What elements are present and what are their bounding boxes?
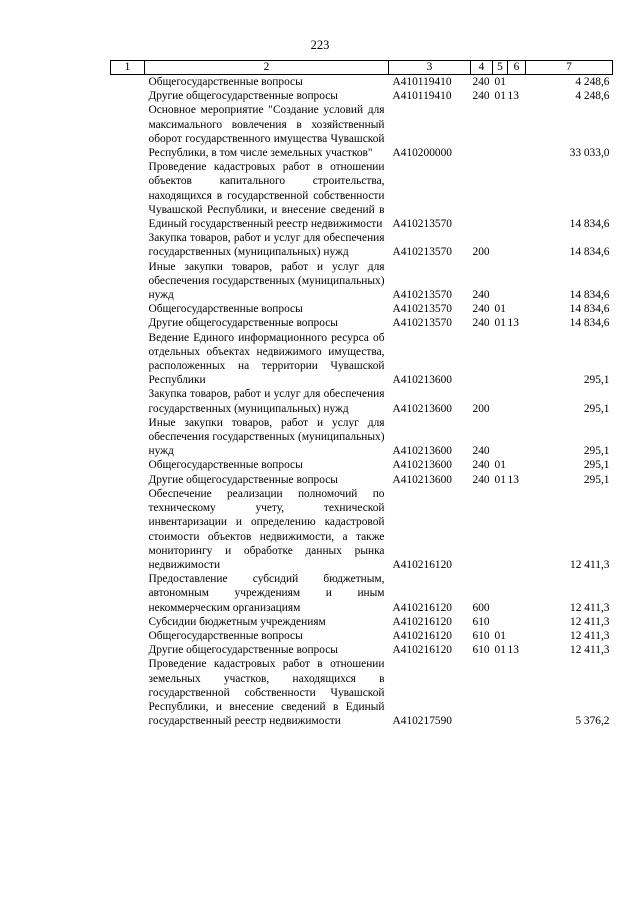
row-subsection — [508, 260, 526, 303]
table-row — [111, 89, 613, 103]
row-section — [493, 615, 508, 629]
row-code: A410217590 — [392, 715, 452, 728]
row-subsection — [508, 75, 526, 90]
row-code: A410213570 — [392, 246, 452, 259]
row-sum: 14 834,6 — [569, 246, 610, 259]
row-name: Проведение кадастровых работ в отношении объектов капитального строительства, находящихся в государственной собственности Чувашской Республики, и внесение сведений в Единый государственный реестр недвижимости — [148, 161, 385, 231]
row-col-1 — [111, 160, 145, 231]
page-number: 223 — [310, 38, 330, 52]
row-section — [493, 387, 508, 415]
row-subsection — [508, 387, 526, 415]
row-expense-type: 200 — [472, 402, 490, 415]
row-expense-type: 240 — [472, 459, 490, 472]
row-name: Предоставление субсидий бюджетным, автономным учреждениям и иным некоммерческим организациям — [148, 573, 385, 614]
row-name: Другие общегосударственные вопросы — [148, 90, 338, 103]
row-subsection: 13 — [507, 473, 519, 486]
row-section — [493, 103, 508, 160]
row-expense-type — [471, 331, 493, 388]
row-name: Другие общегосударственные вопросы — [148, 317, 338, 330]
row-name: Другие общегосударственные вопросы — [148, 644, 338, 657]
row-subsection: 13 — [507, 644, 519, 657]
row-code: A410213600 — [392, 445, 452, 458]
row-name: Субсидии бюджетным учреждениям — [148, 615, 326, 628]
row-col-1 — [111, 302, 145, 316]
row-sum: 12 411,3 — [570, 558, 610, 571]
row-name: Проведение кадастровых работ в отношении земельных участков, находящихся в государственной собственности Чувашской Республики, и внесение сведений в Единый государственный реестр недвижимости — [148, 658, 385, 728]
table-row — [111, 316, 613, 330]
table-row — [111, 260, 613, 303]
row-sum: 14 834,6 — [569, 303, 610, 316]
table-body — [111, 75, 613, 729]
table-row — [111, 487, 613, 572]
header-col-3: 3 — [389, 61, 471, 75]
row-sum: 12 411,3 — [570, 601, 610, 614]
row-subsection — [508, 487, 526, 572]
row-sum: 295,1 — [583, 459, 610, 472]
table-row — [111, 160, 613, 231]
row-subsection — [508, 302, 526, 316]
row-name: Общегосударственные вопросы — [148, 76, 303, 88]
row-col-1 — [111, 643, 145, 657]
row-section: 01 — [494, 629, 506, 642]
row-subsection — [508, 657, 526, 728]
row-expense-type: 240 — [472, 303, 490, 316]
row-section — [493, 231, 508, 259]
table-row — [111, 629, 613, 643]
row-section: 01 — [494, 90, 506, 103]
row-sum: 14 834,6 — [569, 218, 610, 231]
row-expense-type: 600 — [472, 601, 490, 614]
row-code: A410213570 — [392, 218, 452, 231]
row-name: Основное мероприятие "Создание условий для максимального вовлечения в хозяйственный оборот государственного имущества Чувашской Республики, в том числе земельных участков" — [148, 104, 385, 160]
row-subsection — [508, 572, 526, 615]
table-row — [111, 643, 613, 657]
row-name: Общегосударственные вопросы — [148, 629, 303, 642]
row-code: A410216120 — [392, 615, 452, 628]
row-col-1 — [111, 657, 145, 728]
header-col-4: 4 — [471, 61, 493, 75]
budget-table — [110, 60, 613, 728]
header-col-5: 5 — [493, 61, 508, 75]
row-expense-type: 240 — [472, 473, 490, 486]
row-col-1 — [111, 387, 145, 415]
row-col-1 — [111, 572, 145, 615]
row-expense-type — [471, 160, 493, 231]
row-code: A410119410 — [392, 76, 452, 88]
table-header — [111, 61, 613, 75]
table-row — [111, 231, 613, 259]
row-col-1 — [111, 103, 145, 160]
row-col-1 — [111, 458, 145, 472]
row-name: Иные закупки товаров, работ и услуг для обеспечения государственных (муниципальных) нужд — [148, 416, 385, 458]
row-subsection: 13 — [507, 90, 519, 103]
row-expense-type — [471, 103, 493, 160]
table-row — [111, 572, 613, 615]
row-subsection: 13 — [507, 317, 519, 330]
row-col-1 — [111, 231, 145, 259]
row-section — [493, 572, 508, 615]
row-expense-type: 610 — [472, 629, 490, 642]
row-expense-type: 240 — [472, 90, 490, 103]
row-section: 01 — [494, 459, 506, 472]
row-col-1 — [111, 75, 145, 90]
row-sum: 295,1 — [583, 445, 610, 458]
row-code: A410216120 — [392, 629, 452, 642]
row-section — [493, 160, 508, 231]
row-col-1 — [111, 615, 145, 629]
table-row — [111, 657, 613, 728]
row-sum: 12 411,3 — [570, 615, 610, 628]
row-expense-type — [471, 487, 493, 572]
row-code: A410213600 — [392, 374, 452, 387]
row-expense-type: 240 — [472, 76, 490, 88]
row-expense-type: 610 — [472, 615, 490, 628]
row-expense-type: 200 — [472, 246, 490, 259]
row-sum: 295,1 — [583, 374, 610, 387]
row-name: Закупка товаров, работ и услуг для обеспечения государственных (муниципальных) нужд — [148, 388, 385, 415]
row-sum: 12 411,3 — [570, 644, 610, 657]
table-row — [111, 75, 613, 90]
table-row — [111, 331, 613, 388]
row-expense-type — [471, 657, 493, 728]
row-name: Иные закупки товаров, работ и услуг для обеспечения государственных (муниципальных) нужд — [148, 260, 385, 302]
row-expense-type: 240 — [472, 445, 490, 458]
row-sum: 295,1 — [583, 402, 610, 415]
row-name: Закупка товаров, работ и услуг для обеспечения государственных (муниципальных) нужд — [148, 232, 385, 259]
table-row — [111, 615, 613, 629]
row-name: Обеспечение реализации полномочий по техническому учету, технической инвентаризации и определению кадастровой стоимости объектов недвижимости, а также мониторингу и обработке данных рынка недвижимости — [148, 487, 385, 571]
row-sum: 14 834,6 — [569, 289, 610, 302]
row-sum: 295,1 — [583, 473, 610, 486]
row-name: Другие общегосударственные вопросы — [148, 473, 338, 486]
row-subsection — [508, 615, 526, 629]
row-sum: 14 834,6 — [569, 317, 610, 330]
row-code: A410216120 — [392, 601, 452, 614]
row-section — [493, 657, 508, 728]
row-subsection — [508, 160, 526, 231]
row-sum: 5 376,2 — [575, 715, 610, 728]
table-row — [111, 103, 613, 160]
table-row — [111, 458, 613, 472]
header-col-2: 2 — [145, 61, 389, 75]
row-code: A410213570 — [392, 303, 452, 316]
row-name: Общегосударственные вопросы — [148, 303, 303, 316]
row-col-1 — [111, 89, 145, 103]
row-code: A410216120 — [392, 558, 452, 571]
row-col-1 — [111, 331, 145, 388]
row-expense-type: 240 — [472, 317, 490, 330]
row-col-1 — [111, 487, 145, 572]
row-code: A410213570 — [392, 317, 452, 330]
row-section — [493, 260, 508, 303]
row-code: A410213600 — [392, 402, 452, 415]
row-col-1 — [111, 473, 145, 487]
row-col-1 — [111, 316, 145, 330]
row-section: 01 — [494, 473, 506, 486]
table-row — [111, 387, 613, 415]
table-row — [111, 416, 613, 459]
row-code: A410213570 — [392, 289, 452, 302]
row-name: Общегосударственные вопросы — [148, 459, 303, 472]
row-code: A410200000 — [392, 147, 452, 160]
table-row — [111, 302, 613, 316]
row-section: 01 — [494, 76, 506, 88]
header-col-6: 6 — [508, 61, 526, 75]
row-sum: 12 411,3 — [570, 629, 610, 642]
row-subsection — [508, 103, 526, 160]
row-code: A410119410 — [392, 90, 452, 103]
row-subsection — [508, 231, 526, 259]
row-sum: 33 033,0 — [569, 147, 610, 160]
row-section: 01 — [494, 317, 506, 330]
row-section: 01 — [494, 303, 506, 316]
row-subsection — [508, 458, 526, 472]
row-col-1 — [111, 416, 145, 459]
row-expense-type: 240 — [472, 289, 490, 302]
row-col-1 — [111, 629, 145, 643]
row-name: Ведение Единого информационного ресурса об отдельных объектах недвижимого имущества, расположенных на территории Чувашской Республики — [148, 331, 385, 387]
row-col-1 — [111, 260, 145, 303]
row-section: 01 — [494, 644, 506, 657]
row-subsection — [508, 629, 526, 643]
row-code: A410216120 — [392, 644, 452, 657]
row-subsection — [508, 331, 526, 388]
row-section — [493, 331, 508, 388]
header-col-1: 1 — [111, 61, 145, 75]
table-row — [111, 473, 613, 487]
row-expense-type: 610 — [472, 644, 490, 657]
header-col-7: 7 — [526, 61, 613, 75]
row-subsection — [508, 416, 526, 459]
row-code: A410213600 — [392, 459, 452, 472]
row-sum: 4 248,6 — [575, 76, 610, 88]
row-section — [493, 487, 508, 572]
row-sum: 4 248,6 — [575, 90, 610, 103]
row-code: A410213600 — [392, 473, 452, 486]
row-section — [493, 416, 508, 459]
